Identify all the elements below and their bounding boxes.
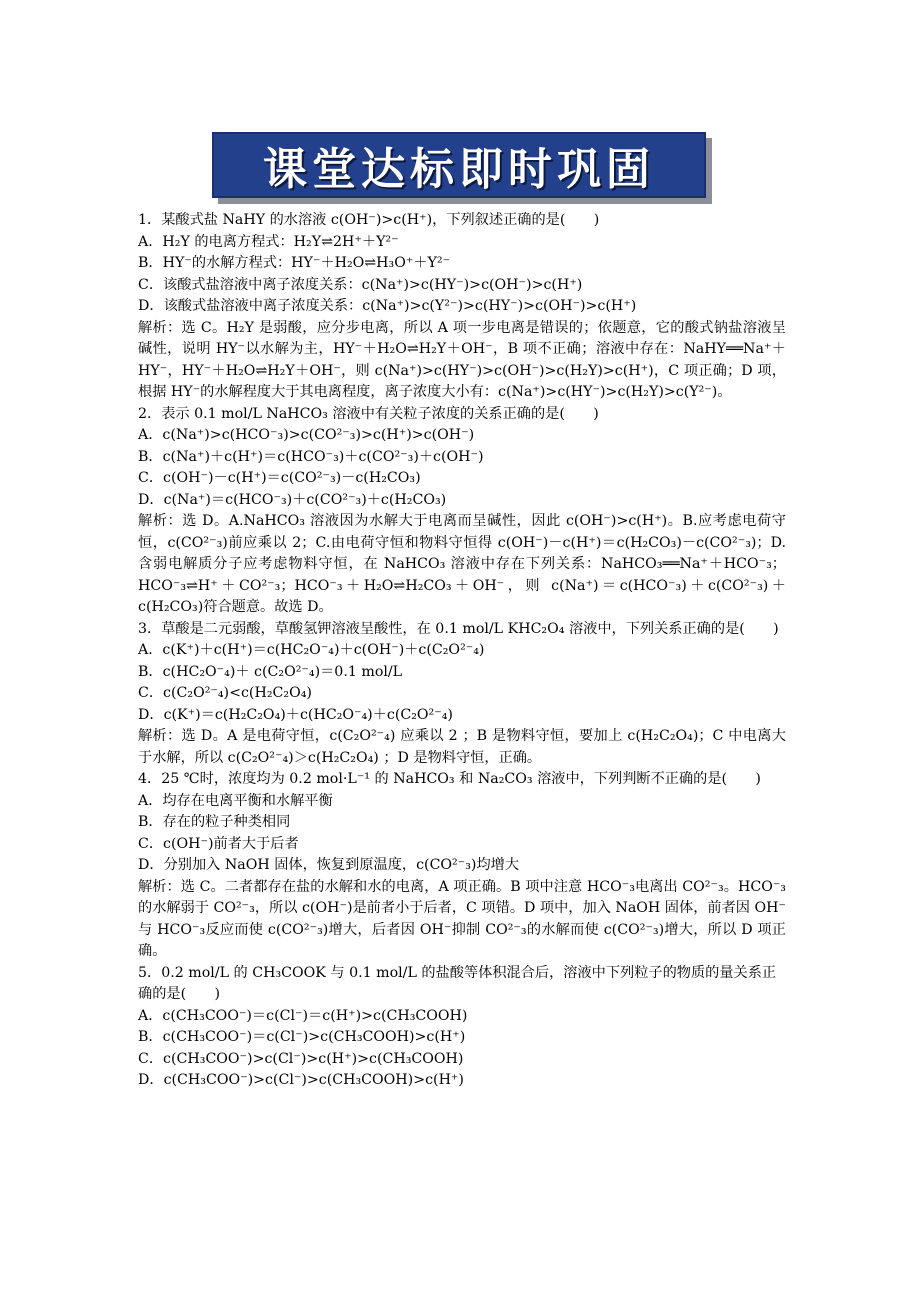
q3-stem: 3．草酸是二元弱酸，草酸氢钾溶液呈酸性，在 0.1 mol/L KHC₂O₄ 溶液中，下列关系正确的是( ) (138, 620, 779, 637)
q2-option-c: C．c(OH⁻)－c(H⁺)＝c(CO²⁻₃)－c(H₂CO₃) (138, 470, 421, 486)
q1-option-a: A．H₂Y 的电离方程式：H₂Y⇌2H⁺＋Y²⁻ (138, 233, 399, 250)
q2-stem: 2．表示 0.1 mol/L NaHCO₃ 溶液中有关粒子浓度的关系正确的是( ) (138, 405, 599, 422)
q2-option-a: A．c(Na⁺)>c(HCO⁻₃)>c(CO²⁻₃)>c(H⁺)>c(OH⁻) (138, 427, 475, 443)
q4-option-a: A．均存在电离平衡和水解平衡 (138, 792, 333, 809)
q5-stem: 5．0.2 mol/L 的 CH₃COOK 与 0.1 mol/L 的盐酸等体积混合后，溶液中下列粒子的物质的量关系正确的是( ) (138, 964, 777, 1002)
q5-option-c: C．c(CH₃COO⁻)>c(Cl⁻)>c(H⁺)>c(CH₃COOH) (138, 1050, 464, 1067)
q1-option-d: D．该酸式盐溶液中离子浓度关系：c(Na⁺)>c(Y²⁻)>c(HY⁻)>c(OH⁻)>c(H⁺) (138, 298, 637, 314)
q3-option-c: C．c(C₂O²⁻₄)<c(H₂C₂O₄) (138, 685, 312, 701)
q5-option-a: A．c(CH₃COO⁻)＝c(Cl⁻)＝c(H⁺)>c(CH₃COOH) (138, 1007, 468, 1024)
q2-option-b: B．c(Na⁺)＋c(H⁺)＝c(HCO⁻₃)＋c(CO²⁻₃)＋c(OH⁻) (138, 448, 484, 465)
q3-option-d: D．c(K⁺)＝c(H₂C₂O₄)＋c(HC₂O⁻₄)＋c(C₂O²⁻₄) (138, 706, 453, 723)
banner-title: 课堂达标即时巩固 (263, 144, 655, 195)
q4-stem: 4．25 ℃时，浓度均为 0.2 mol·L⁻¹ 的 NaHCO₃ 和 Na₂CO₃ 溶液中，下列判断不正确的是( ) (138, 771, 761, 787)
q4-solution: 解析：选 C。二者都存在盐的水解和水的电离，A 项正确。B 项中注意 HCO⁻₃电离出 CO²⁻₃。HCO⁻₃的水解弱于 CO²⁻₃，所以 c(OH⁻)是前者小于后者，C 项错。D 项中，加入 NaOH 固体，前者因 OH⁻与 HCO⁻₃反应而使 c(CO²⁻₃)增大，后者因 OH⁻抑制 CO²⁻₃的水解而使 c(CO²⁻₃)增大，所以 D 项正确。 (138, 878, 786, 959)
q5-option-b: B．c(CH₃COO⁻)＝c(Cl⁻)>c(CH₃COOH)>c(H⁺) (138, 1029, 466, 1045)
q1-option-c: C．该酸式盐溶液中离子浓度关系：c(Na⁺)>c(HY⁻)>c(OH⁻)>c(H⁺) (138, 276, 583, 293)
q1-option-b: B．HY⁻的水解方程式：HY⁻＋H₂O⇌H₃O⁺＋Y²⁻ (138, 255, 451, 271)
q1-stem: 1．某酸式盐 NaHY 的水溶液 c(OH⁻)>c(H⁺)，下列叙述正确的是( ) (138, 212, 600, 228)
q5-option-d: D．c(CH₃COO⁻)>c(Cl⁻)>c(CH₃COOH)>c(H⁺) (138, 1072, 464, 1088)
q3-solution: 解析：选 D。A 是电荷守恒，c(C₂O²⁻₄) 应乘以 2 ；B 是物料守恒，要加上 c(H₂C₂O₄)；C 中电离大于水解，所以 c(C₂O²⁻₄)＞c(H₂C₂O₄) ；D 是物料守恒，正确。 (138, 728, 786, 766)
q3-option-b: B．c(HC₂O⁻₄)＋ c(C₂O²⁻₄)＝0.1 mol/L (138, 663, 403, 680)
q2-option-d: D．c(Na⁺)＝c(HCO⁻₃)＋c(CO²⁻₃)＋c(H₂CO₃) (138, 491, 447, 508)
q4-option-b: B．存在的粒子种类相同 (138, 814, 291, 830)
q3-option-a: A．c(K⁺)＋c(H⁺)＝c(HC₂O⁻₄)＋c(OH⁻)＋c(C₂O²⁻₄) (138, 642, 485, 658)
section-banner (212, 132, 706, 198)
q1-solution: 解析：选 C。H₂Y 是弱酸，应分步电离，所以 A 项一步电离是错误的；依题意，它的酸式钠盐溶液呈碱性，说明 HY⁻以水解为主，HY⁻＋H₂O⇌H₂Y＋OH⁻，B 项不正确；溶液中存在：NaHY══Na⁺＋HY⁻，HY⁻＋H₂O⇌H₂Y＋OH⁻，则 c(Na⁺)>c(HY⁻)>c(OH⁻)>c(H₂Y)>c(H⁺)，C 项正确；D 项，根据 HY⁻的水解程度大于其电离程度，离子浓度大小有：c(Na⁺)>c(HY⁻)>c(H₂Y)>c(Y²⁻)。 (138, 319, 786, 400)
question-content (138, 210, 786, 1092)
q4-option-d: D．分别加入 NaOH 固体，恢复到原温度，c(CO²⁻₃)均增大 (138, 857, 520, 873)
q2-solution: 解析：选 D。A.NaHCO₃ 溶液因为水解大于电离而呈碱性，因此 c(OH⁻)>c(H⁺)。B.应考虑电荷守恒，c(CO²⁻₃)前应乘以 2；C.由电荷守恒和物料守恒得 c(OH⁻)－c(H⁺)＝c(H₂CO₃)－c(CO²⁻₃)；D.含弱电解质分子应考虑物料守恒，在 NaHCO₃ 溶液中存在下列关系：NaHCO₃══Na⁺＋HCO⁻₃；HCO⁻₃⇌H⁺＋CO²⁻₃；HCO⁻₃＋H₂O⇌H₂CO₃＋OH⁻，则 c(Na⁺)＝c(HCO⁻₃)＋c(CO²⁻₃)＋c(H₂CO₃)符合题意。故选 D。 (138, 513, 786, 615)
q4-option-c: C．c(OH⁻)前者大于后者 (138, 835, 299, 852)
